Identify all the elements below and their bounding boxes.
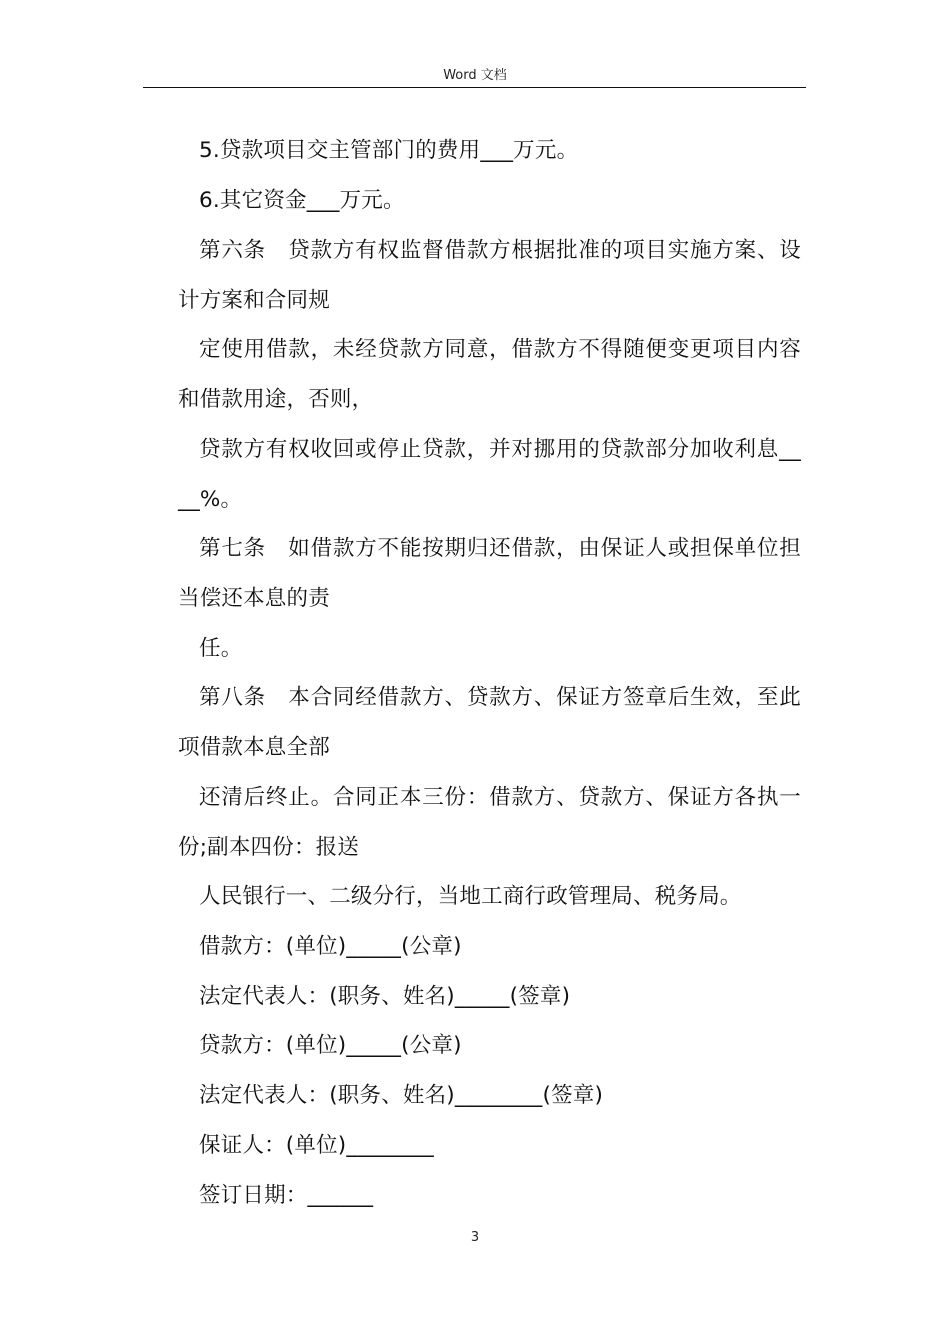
page-header-title: Word 文档 xyxy=(443,68,507,83)
signature-line-lender: 贷款方：(单位)_____(公章) xyxy=(199,1033,462,1058)
paragraph-line: 任。 xyxy=(199,636,243,661)
signature-line-lender-representative: 法定代表人：(职务、姓名)________(签章) xyxy=(199,1083,604,1108)
paragraph-line: 第八条 本合同经借款方、贷款方、保证方签章后生效，至此 xyxy=(199,685,801,710)
signature-line-borrower: 借款方：(单位)_____(公章) xyxy=(199,934,462,959)
paragraph-line: __%。 xyxy=(178,487,243,512)
paragraph-line: 和借款用途，否则， xyxy=(178,387,374,412)
paragraph-line: 当偿还本息的责 xyxy=(178,586,330,611)
paragraph-line: 6.其它资金___万元。 xyxy=(199,188,405,213)
paragraph-line: 第六条 贷款方有权监督借款方根据批准的项目实施方案、设 xyxy=(199,238,801,263)
signature-line-borrower-representative: 法定代表人：(职务、姓名)_____(签章) xyxy=(199,984,571,1009)
paragraph-line: 人民银行一、二级分行，当地工商行政管理局、税务局。 xyxy=(199,884,742,909)
paragraph-line: 贷款方有权收回或停止贷款，并对挪用的贷款部分加收利息__ xyxy=(199,437,801,462)
paragraph-line: 第七条 如借款方不能按期归还借款，由保证人或担保单位担 xyxy=(199,536,801,561)
paragraph-line: 项借款本息全部 xyxy=(178,735,330,760)
paragraph-line: 5.贷款项目交主管部门的费用___万元。 xyxy=(199,138,579,163)
signature-line-guarantor: 保证人：(单位)________ xyxy=(199,1133,434,1158)
signing-date-line: 签订日期：______ xyxy=(199,1183,374,1208)
page-number: 3 xyxy=(470,1230,480,1245)
paragraph-line: 还清后终止。合同正本三份：借款方、贷款方、保证方各执一 xyxy=(199,785,801,810)
paragraph-line: 计方案和合同规 xyxy=(178,288,330,313)
paragraph-line: 份;副本四份：报送 xyxy=(178,835,360,860)
paragraph-line: 定使用借款，未经贷款方同意，借款方不得随便变更项目内容 xyxy=(199,337,801,362)
